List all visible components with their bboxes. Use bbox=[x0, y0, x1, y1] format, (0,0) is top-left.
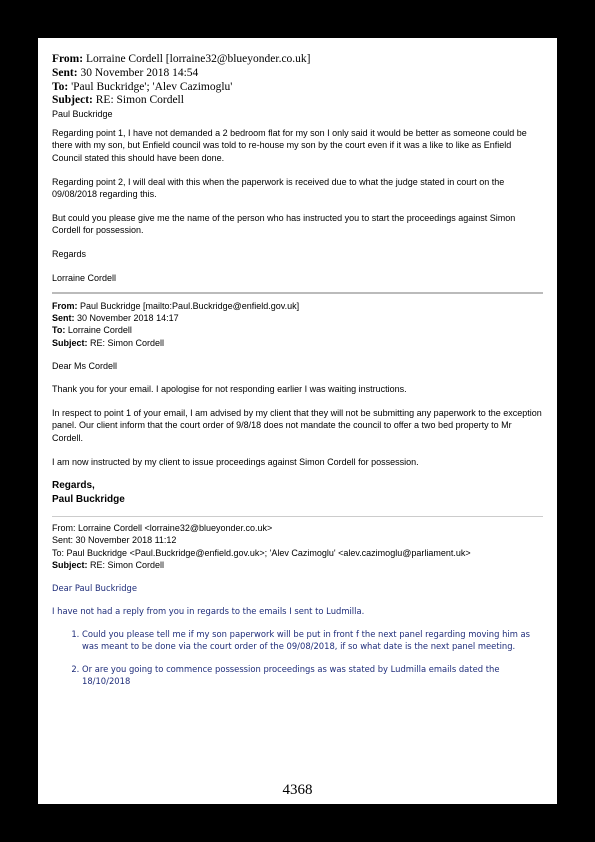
list-item: 1. Could you please tell me if my son paperwork will be put in front f the next panel regarding moving him as was meant to be done via the court order of the 09/08/2018, if so what date is the next panel meeting. bbox=[82, 628, 543, 652]
email2-paragraph-2: In respect to point 1 of your email, I am advised by my client that they will not be submitting any paperwork to the exception panel. Our client inform that the court order of 9/8/18 does not mandate the council to offer a two bed property to Mr Cordell. bbox=[52, 407, 542, 444]
divider bbox=[52, 292, 543, 294]
email1-sent-line: Sent: 30 November 2018 14:54 bbox=[52, 66, 199, 79]
email3-from: Lorraine Cordell <lorraine32@blueyonder.co.uk> bbox=[78, 523, 273, 534]
email2-subject: RE: Simon Cordell bbox=[90, 337, 165, 348]
email3-subject-line: Subject: RE: Simon Cordell bbox=[52, 559, 165, 570]
email3-from-line: From: Lorraine Cordell <lorraine32@blueyonder.co.uk> bbox=[52, 523, 273, 534]
email2-from: Paul Buckridge [mailto:Paul.Buckridge@enfield.gov.uk] bbox=[80, 301, 300, 312]
email2-closing: Regards, bbox=[52, 480, 95, 492]
email2-greeting: Dear Ms Cordell bbox=[52, 360, 118, 371]
email2-paragraph-3: I am now instructed by my client to issue proceedings against Simon Cordell for possession. bbox=[52, 456, 419, 467]
divider bbox=[52, 516, 543, 517]
email1-paragraph-2: Regarding point 2, I will deal with this when the paperwork is received due to what the judge stated in court on the 09/08/2018 regarding this. bbox=[52, 176, 505, 200]
page-number: 4368 bbox=[282, 782, 313, 798]
email2-to: Lorraine Cordell bbox=[67, 325, 132, 336]
email1-signature: Lorraine Cordell bbox=[52, 272, 117, 283]
email1-paragraph-1: Regarding point 1, I have not demanded a 2 bedroom flat for my son I only said it would be better as someone could be there with my son, but Enfield council was told to re-house my son by the court even if it was a like to like as Enfield Council stated this should have been done. bbox=[52, 127, 527, 163]
email2-sent: 30 November 2018 14:17 bbox=[77, 313, 179, 324]
email1-subject-line: Subject: RE: Simon Cordell bbox=[52, 94, 184, 107]
email1-from: Lorraine Cordell [lorraine32@blueyonder.co.uk] bbox=[85, 53, 311, 65]
email1-header bbox=[52, 53, 543, 108]
email3-paragraph-1: I have not had a reply from you in regards to the emails I sent to Ludmilla. bbox=[52, 606, 365, 616]
email1-to: 'Paul Buckridge'; 'Alev Cazimoglu' bbox=[71, 80, 233, 93]
email3-sent-line: Sent: 30 November 2018 11:12 bbox=[52, 535, 177, 546]
email1-sent: 30 November 2018 14:54 bbox=[80, 66, 199, 79]
email3-header bbox=[52, 522, 543, 571]
email3-subject: RE: Simon Cordell bbox=[90, 559, 165, 570]
email1-from-line: From: Lorraine Cordell [lorraine32@blueyonder.co.uk] bbox=[52, 53, 311, 65]
email1-paragraph-3: But could you please give me the name of the person who has instructed you to start the proceedings against Simon Cordell for possession. bbox=[52, 212, 516, 236]
email1-subject: RE: Simon Cordell bbox=[95, 94, 184, 107]
email3-greeting: Dear Paul Buckridge bbox=[52, 582, 138, 593]
email1-closing: Regards bbox=[52, 248, 87, 259]
email2-from-line: From: Paul Buckridge [mailto:Paul.Buckridge@enfield.gov.uk] bbox=[52, 301, 300, 312]
email3-sent: 30 November 2018 11:12 bbox=[75, 535, 177, 546]
email2-signature: Paul Buckridge bbox=[52, 494, 125, 506]
document-page bbox=[38, 38, 557, 804]
email2-to-line: To: Lorraine Cordell bbox=[52, 325, 132, 336]
list-item: 2. Or are you going to commence possession proceedings as was stated by Ludmilla emails dated the 18/10/2018 bbox=[82, 663, 543, 687]
email2-header bbox=[52, 300, 543, 349]
email2-paragraph-1: Thank you for your email. I apologise for not responding earlier I was waiting instructions. bbox=[52, 384, 407, 395]
email1-greeting: Paul Buckridge bbox=[52, 109, 113, 120]
email2-sent-line: Sent: 30 November 2018 14:17 bbox=[52, 313, 179, 324]
email3-to-line: To: Paul Buckridge <Paul.Buckridge@enfield.gov.uk>; 'Alev Cazimoglu' <alev.cazimoglu@parliament.uk> bbox=[52, 547, 471, 558]
email2-subject-line: Subject: RE: Simon Cordell bbox=[52, 337, 165, 348]
email1-to-line: To: 'Paul Buckridge'; 'Alev Cazimoglu' bbox=[52, 80, 233, 93]
email3-to: Paul Buckridge <Paul.Buckridge@enfield.gov.uk>; 'Alev Cazimoglu' <alev.cazimoglu@parliament.uk> bbox=[66, 547, 471, 558]
email3-numbered-list bbox=[52, 628, 543, 687]
